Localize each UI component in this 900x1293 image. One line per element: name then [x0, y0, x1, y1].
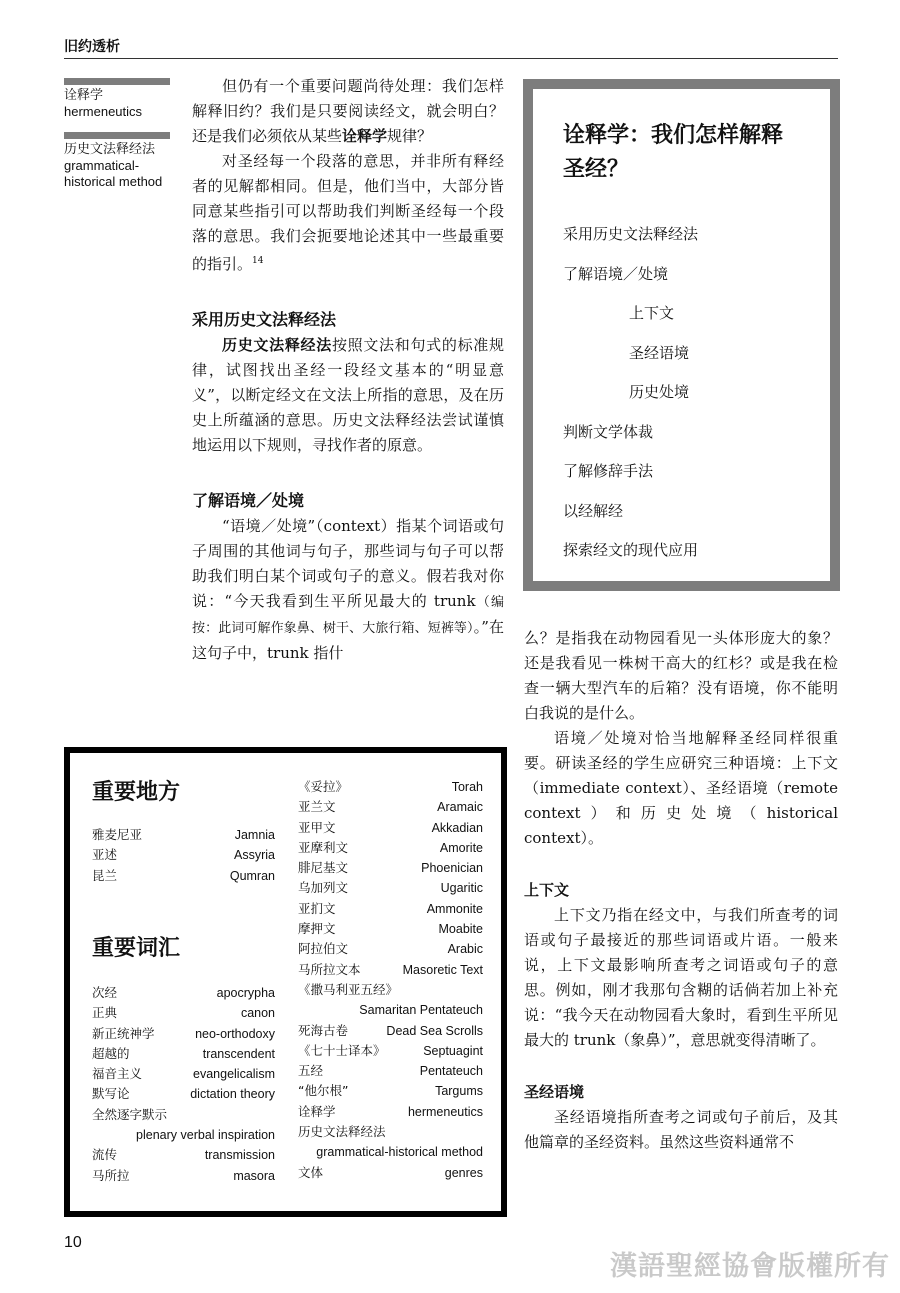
copyright-watermark: 漢語聖經協會版權所有	[610, 1251, 890, 1282]
term-hermeneutics: 诠释学	[342, 127, 388, 145]
paragraph: 对圣经每一个段落的意思，并非所有释经者的见解都相同。但是，他们当中，大部分皆同意某些指引可以帮助我们判断圣经每一个段落的意思。我们会扼要地论述其中一些最重要的指引。$^{14}$	[192, 152, 504, 273]
vocab-row: 新正统神学 neo-orthodoxy	[92, 1025, 275, 1041]
vocab-row: 死海古卷 Dead Sea Scrolls	[298, 1022, 483, 1038]
vocab-row: 亚述 Assyria	[92, 847, 275, 863]
paragraph: 但仍有一个重要问题尚待处理：我们怎样解释旧约？我们是只要阅读经文，就会明白？还是我们必须依从某些诠释学规律？	[192, 77, 504, 145]
vocab-row: “他尔根” Targums	[298, 1083, 483, 1099]
vocab-row: 次经 apocrypha	[92, 985, 275, 1000]
section-heading-immediate-context: 上下文	[524, 881, 570, 899]
running-header: 旧约透析	[64, 39, 120, 55]
terms-heading: 重要词汇	[92, 936, 181, 961]
gloss-cn: 诠释学	[64, 88, 104, 103]
gloss-en: hermeneutics	[64, 104, 143, 119]
vocab-row-continuation: Samaritan Pentateuch	[359, 1003, 483, 1018]
outline-subitem: 历史处境	[629, 383, 690, 401]
section-heading-remote-context: 圣经语境	[524, 1083, 585, 1101]
vocab-row: 昆兰 Qumran	[92, 867, 275, 883]
terms-list-left	[92, 983, 275, 1186]
vocab-row: 超越的 transcendent	[92, 1045, 275, 1061]
vocab-row: 流传 transmission	[92, 1147, 275, 1163]
vocab-row: 五经 Pentateuch	[298, 1063, 483, 1079]
vocabulary-box	[64, 747, 507, 1217]
vocab-row: 马所拉 masora	[92, 1167, 275, 1183]
vocab-row: 阿拉伯文 Arabic	[298, 941, 483, 957]
vocab-row: 亚扪文 Ammonite	[298, 900, 483, 916]
left-body-column	[192, 74, 504, 666]
paragraph: 上下文乃指在经文中，与我们所查考的词语或句子最接近的那些词语或片语。一般来说，上下文最影响所查考之词语或句子的意思。例如，刚才我那句含糊的话倘若加上补充说：“我今天在动物园看大象时，看到生平所见最大的 trunk（象鼻）”，意思就变得清晰了。	[524, 906, 838, 1049]
vocab-row: 《七十士译本》 Septuagint	[298, 1042, 483, 1058]
section-heading-context: 了解语境／处境	[192, 491, 305, 510]
vocab-row: 腓尼基文 Phoenician	[298, 860, 483, 876]
vocab-row-continuation: grammatical-historical method	[316, 1145, 483, 1160]
header-rule	[64, 58, 838, 59]
vocab-row: 《妥拉》 Torah	[298, 779, 483, 794]
vocab-row: 正典 canon	[92, 1005, 275, 1021]
paragraph: 圣经语境指所查考之词或句子前后，及其他篇章的圣经资料。虽然这些资料通常不	[524, 1108, 838, 1151]
vocab-row: 历史文法释经法	[298, 1124, 386, 1140]
section-heading-method: 采用历史文法释经法	[192, 310, 337, 329]
vocab-row: 文体 genres	[298, 1164, 483, 1180]
right-body-column	[524, 626, 838, 1155]
term-method: 历史文法释经法	[222, 336, 332, 354]
gloss-cn: 历史文法释经法	[64, 142, 156, 157]
vocab-row: 马所拉文本 Masoretic Text	[298, 961, 483, 977]
vocab-row-continuation: plenary verbal inspiration	[136, 1128, 275, 1143]
vocab-row: 全然逐字默示	[92, 1106, 168, 1122]
vocab-row: 雅麦尼亚 Jamnia	[92, 827, 275, 842]
vocab-row: 诠释学 hermeneutics	[298, 1103, 483, 1119]
vocab-row: 亚甲文 Akkadian	[298, 819, 483, 835]
outline-item: 判断文学体裁	[563, 422, 654, 441]
outline-item: 探索经文的现代应用	[563, 541, 699, 559]
outline-item: 了解修辞手法	[563, 462, 654, 480]
vocab-row: 亚摩利文 Amorite	[298, 839, 483, 855]
footnote-ref: 14	[252, 256, 264, 266]
outline-title: 诠释学：我们怎样解释圣经？	[563, 123, 784, 182]
paragraph: “语境／处境”（context）指某个词语或句子周围的其他词与句子，那些词与句子可以帮助我们明白某个词或句子的意义。假若我对你说：“今天我看到生平所见最大的 trunk（编按：此词可解作象鼻、树干、大旅行箱、短裤等）。”在这句子中，trunk 指什	[192, 517, 504, 662]
gloss-bar	[64, 132, 170, 139]
margin-gloss-method	[64, 132, 170, 190]
page-number: 10	[64, 1234, 82, 1251]
places-heading: 重要地方	[92, 780, 181, 805]
outline-subitem: 上下文	[629, 304, 675, 322]
gloss-en: grammatical-historical method	[64, 158, 163, 189]
outline-item: 以经解经	[563, 501, 624, 520]
vocab-row: 福音主义 evangelicalism	[92, 1066, 275, 1082]
editor-note: （编按：此词可解作象鼻、树干、大旅行箱、短裤等）	[192, 595, 504, 636]
margin-gloss-hermeneutics	[64, 78, 170, 120]
vocab-row: 默写论 dictation theory	[92, 1086, 275, 1102]
vocab-row: 摩押文 Moabite	[298, 921, 483, 937]
outline-box	[523, 79, 840, 591]
paragraph: 历史文法释经法按照文法和句式的标准规律，试图找出圣经一段经文基本的“明显意义”，以断定经文在文法上所指的意思，及在历史上所蕴涵的意思。历史文法释经法尝试谨慎地运用以下规则，寻找作者的原意。	[192, 336, 504, 454]
outline-subitem: 圣经语境	[629, 343, 690, 362]
gloss-bar	[64, 78, 170, 85]
outline-item: 了解语境／处境	[563, 264, 669, 283]
paragraph: 么？是指我在动物园看见一头体形庞大的象？还是我看见一株树干高大的红杉？或是我在检查一辆大型汽车的后箱？没有语境，你不能明白我说的是什么。	[524, 629, 838, 722]
vocab-row: 亚兰文 Aramaic	[298, 799, 483, 815]
vocab-row: 《撒马利亚五经》	[298, 981, 399, 997]
paragraph: 语境／处境对恰当地解释圣经同样很重要。研读圣经的学生应研究三种语境：上下文（immediate context）、圣经语境（remote context）和历史处境（historical context）。	[524, 729, 838, 847]
vocab-row: 乌加列文 Ugaritic	[298, 880, 483, 896]
terms-list-right	[298, 777, 483, 1183]
outline-item: 采用历史文法释经法	[563, 225, 699, 243]
places-list	[92, 825, 275, 886]
